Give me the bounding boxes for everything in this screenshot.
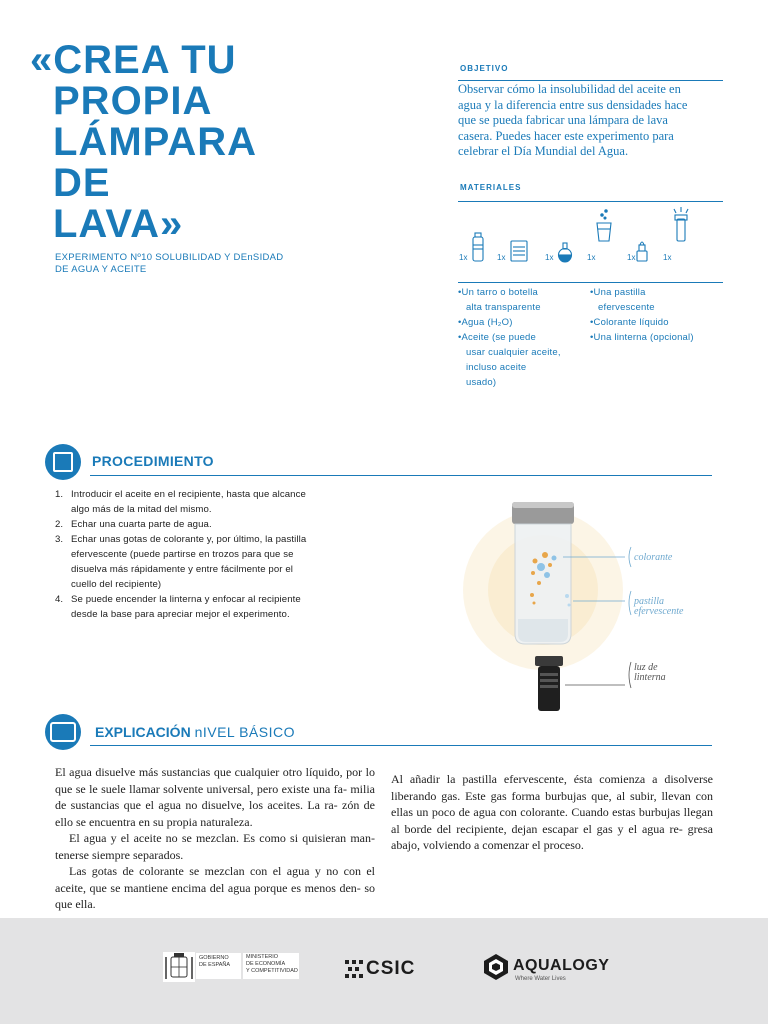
callout-colorante: colorante: [634, 552, 673, 563]
objetivo-text: Observar cómo la insolubilidad del aceite en agua y la diferencia entre sus densidades hace que se pueda fabricar una lámpara de lava casera. Puedes hacer este experimento para celebrar el Día Mundial del Agua.: [458, 82, 688, 158]
explanation-left: [55, 764, 375, 913]
materiales-label: MATERIALES: [460, 183, 522, 192]
title-line: DE: [53, 161, 111, 205]
list-item: •Aceite (se puede: [458, 332, 537, 343]
step-text: Introducir el aceite en el recipiente, hasta que alcance algo más de la mitad del mismo.: [71, 489, 306, 515]
list-item: •Agua (H₂O): [458, 317, 513, 328]
step-text: Echar unas gotas de colorante y, por último, la pastilla efervescente (puede partirse en trozos para que se disuelva más rápidamente y entre fácilmente por el cuello del recipiente): [71, 534, 307, 590]
list-item: incluso aceite: [466, 362, 527, 373]
step-text: Se puede encender la linterna y enfocar al recipiente desde la base para apreciar mejor el experimento.: [71, 594, 301, 620]
coat-of-arms-logo: [162, 951, 196, 983]
paragraph: El agua disuelve más sustancias que cualquier otro líquido, por lo que se le suele llamar solvente universal, pero existe una fa- milia de sustancias que el agua no disuelve, los aceites. La ra- zón de ello se encuentra en su propia naturaleza.: [55, 765, 375, 829]
quantity-label: 1x: [663, 253, 672, 262]
step-item: [55, 517, 315, 532]
list-item: alta transparente: [466, 302, 541, 313]
procedure-steps: [55, 487, 315, 622]
list-item: •Colorante líquido: [590, 317, 669, 328]
aqualogy-tagline: Where Water Lives: [515, 976, 566, 982]
callout-luz: [634, 663, 666, 683]
explicacion-title: [95, 724, 295, 740]
callout-line: pastilla: [634, 596, 665, 607]
subtitle: [55, 252, 315, 276]
title-line: LAVA»: [53, 202, 184, 246]
step-item: [55, 487, 315, 517]
quantity-label: 1x: [497, 253, 506, 262]
list-item: •Una linterna (opcional): [590, 332, 694, 343]
step-number: 3.: [55, 534, 64, 545]
aqualogy-logo-text: AQUALOGY: [513, 957, 610, 974]
title-line: «CREA TU: [30, 38, 237, 82]
list-item: •Un tarro o botella: [458, 287, 538, 298]
objetivo-label: OBJETIVO: [460, 64, 509, 73]
list-item: usar cualquier aceite,: [466, 347, 561, 358]
callout-pastilla: [634, 597, 683, 617]
bottle-icon: [473, 233, 483, 261]
step-number: 4.: [55, 594, 64, 605]
jar-icon: [511, 241, 527, 261]
explicacion-title-level: nIVEL BÁSICO: [194, 724, 295, 740]
procedimiento-title: PROCEDIMIENTO: [92, 453, 214, 469]
materials-list-1: [458, 285, 561, 390]
list-item: •Una pastilla: [590, 287, 646, 298]
quantity-label: 1x: [545, 253, 554, 262]
flask-icon: [559, 243, 572, 262]
gobierno-label: [196, 953, 241, 979]
divider: [458, 201, 723, 202]
callout-line: efervescente: [634, 606, 684, 617]
explanation-right: [391, 771, 713, 854]
csic-logo-icon: [345, 960, 363, 978]
subtitle-line: EXPERIMENTO Nº10 SOLUBILIDAD Y DEnSIDAD: [55, 252, 284, 263]
step-item: [55, 592, 315, 622]
footer-text: Y COMPETITIVIDAD: [246, 968, 298, 974]
paragraph: Las gotas de colorante se mezclan con el agua y no con el aceite, que se mantiene encima del agua porque es menos den- so que ella.: [55, 864, 375, 911]
list-item: usado): [466, 377, 497, 388]
title-line: LÁMPARA: [53, 120, 258, 164]
procedimiento-icon: [45, 444, 81, 480]
divider: [458, 80, 723, 81]
divider: [90, 745, 712, 746]
subtitle-line: DE AGUA Y ACEITE: [55, 264, 147, 275]
aqualogy-logo-icon: [482, 953, 510, 981]
paragraph: Al añadir la pastilla efervescente, ésta comienza a disolverse liberando gas. Este gas forma burbujas que, al subir, llevan con ellas un poco de agua con colorante. Cuando estas burbujas llegan al borde del recipiente, dejan escapar el gas y el agua re- gresa abajo, volviendo a comenzar el proceso.: [391, 772, 713, 852]
ministerio-label: [243, 953, 299, 979]
dropper-icon: [637, 242, 647, 261]
callout-line: luz de: [634, 662, 658, 673]
footer-text: GOBIERNO: [199, 955, 229, 961]
divider: [90, 475, 712, 476]
quantity-label: 1x: [627, 253, 636, 262]
csic-logo-text: CSIC: [366, 958, 416, 979]
step-text: Echar una cuarta parte de agua.: [71, 519, 212, 530]
tablet-glass-icon: [597, 210, 611, 241]
page-title: [30, 40, 330, 245]
step-number: 2.: [55, 519, 64, 530]
quantity-label: 1x: [459, 253, 468, 262]
step-number: 1.: [55, 489, 64, 500]
explicacion-title-bold: EXPLICACIÓN: [95, 724, 191, 740]
footer-text: DE ECONOMÍA: [246, 961, 286, 967]
callout-line: linterna: [634, 672, 666, 683]
flashlight-icon: [674, 207, 688, 241]
list-item: efervescente: [598, 302, 655, 313]
title-line: PROPIA: [53, 79, 213, 123]
divider: [458, 282, 723, 283]
quantity-label: 1x: [587, 253, 596, 262]
materials-list-2: [590, 285, 694, 345]
step-item: [55, 532, 315, 592]
footer-text: DE ESPAÑA: [199, 962, 231, 968]
paragraph: El agua y el aceite no se mezclan. Es como si quisieran man- tenerse siempre separados.: [55, 831, 375, 862]
explicacion-icon: [45, 714, 81, 750]
footer-text: MINISTERIO: [246, 954, 279, 960]
